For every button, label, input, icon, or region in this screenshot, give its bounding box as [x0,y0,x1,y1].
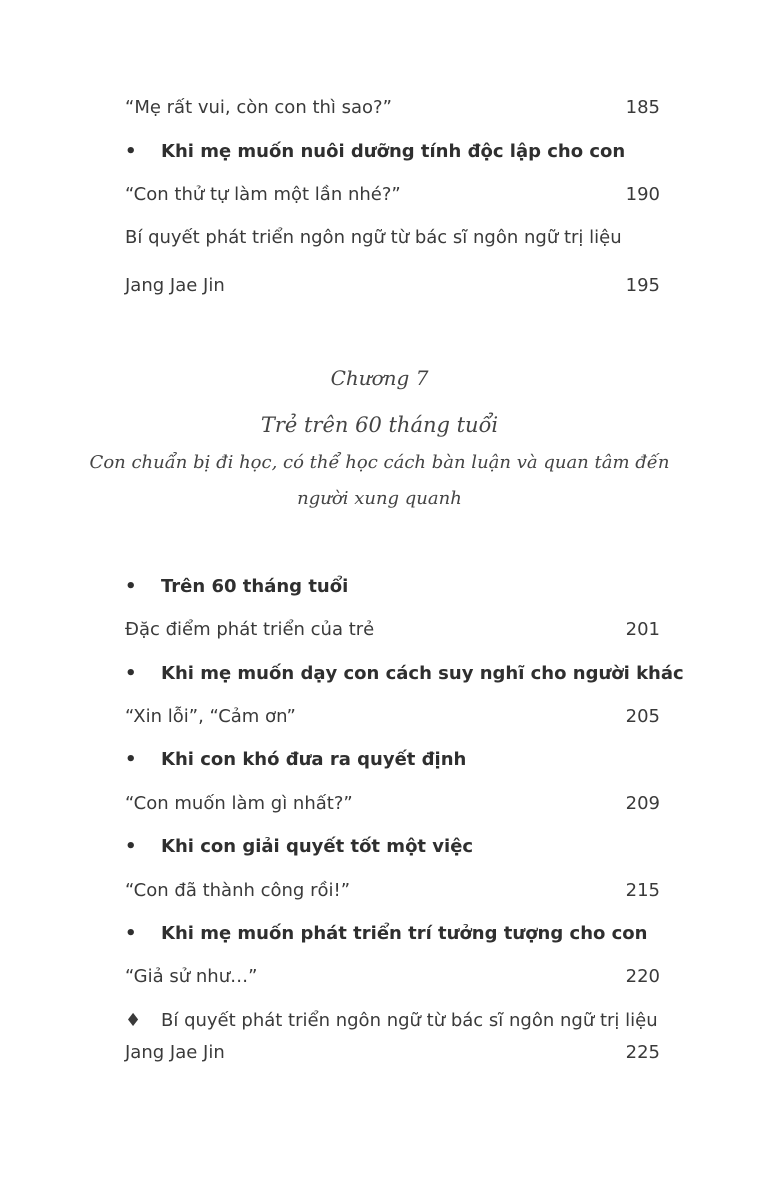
entry-title: Bí quyết phát triển ngôn ngữ từ bác sĩ ngôn ngữ trị liệu [161,1010,658,1031]
entry-title: Bí quyết phát triển ngôn ngữ từ bác sĩ ngôn ngữ trị liệu [125,227,622,248]
toc-entry [125,704,660,730]
chapter-subtitle-line1: Con chuẩn bị đi học, có thể học cách bàn luận và quan tâm đến [89,452,670,473]
heading-text: Khi mẹ muốn dạy con cách suy nghĩ cho người khác [161,663,684,684]
bullet-icon: • [125,749,137,770]
entry-title: “Xin lỗi”, “Cảm ơn” [125,706,296,727]
toc-entry [125,617,660,643]
section-heading [125,834,660,860]
section-heading [125,661,684,687]
toc-entry [125,791,660,817]
page-number: 190 [625,184,660,205]
heading-text: Khi mẹ muốn nuôi dưỡng tính độc lập cho con [161,141,626,162]
page-number: 195 [625,275,660,296]
entry-title: “Con đã thành công rồi!” [125,880,351,901]
page-number: 185 [625,97,660,118]
heading-text: Khi con khó đưa ra quyết định [161,749,467,770]
page-number: 225 [625,1042,660,1063]
page-number: 220 [625,966,660,987]
bullet-icon: • [125,576,137,597]
section-heading [125,921,660,947]
entry-author: Jang Jae Jin [125,275,225,296]
diamond-icon: ♦ [125,1010,142,1031]
section-heading [125,574,660,600]
chapter-title: Trẻ trên 60 tháng tuổi [260,413,499,437]
heading-text: Khi con giải quyết tốt một việc [161,836,474,857]
bullet-icon: • [125,141,137,162]
tip-entry-line1 [125,1008,660,1034]
section-heading [125,139,660,165]
chapter-number: Chương 7 [330,366,429,390]
entry-title: “Mẹ rất vui, còn con thì sao?” [125,97,392,118]
heading-text: Trên 60 tháng tuổi [161,576,349,597]
section-heading [125,747,660,773]
entry-title: Đặc điểm phát triển của trẻ [125,619,375,640]
entry-author: Jang Jae Jin [125,1042,225,1063]
bullet-icon: • [125,923,137,944]
page-number: 201 [625,619,660,640]
tip-entry-line2 [125,1040,660,1066]
tip-entry-line1 [125,225,660,251]
page-number: 205 [625,706,660,727]
page-number: 215 [625,880,660,901]
entry-title: “Giả sử như…” [125,966,258,987]
toc-entry [125,878,660,904]
toc-entry [125,95,660,121]
bullet-icon: • [125,836,137,857]
entry-title: “Con thử tự làm một lần nhé?” [125,184,401,205]
tip-entry-line2 [125,273,660,299]
page-number: 209 [625,793,660,814]
toc-entry [125,182,660,208]
entry-title: “Con muốn làm gì nhất?” [125,793,353,814]
chapter-subtitle-line2: người xung quanh [297,488,462,509]
bullet-icon: • [125,663,137,684]
toc-entry [125,964,660,990]
heading-text: Khi mẹ muốn phát triển trí tưởng tượng cho con [161,923,648,944]
